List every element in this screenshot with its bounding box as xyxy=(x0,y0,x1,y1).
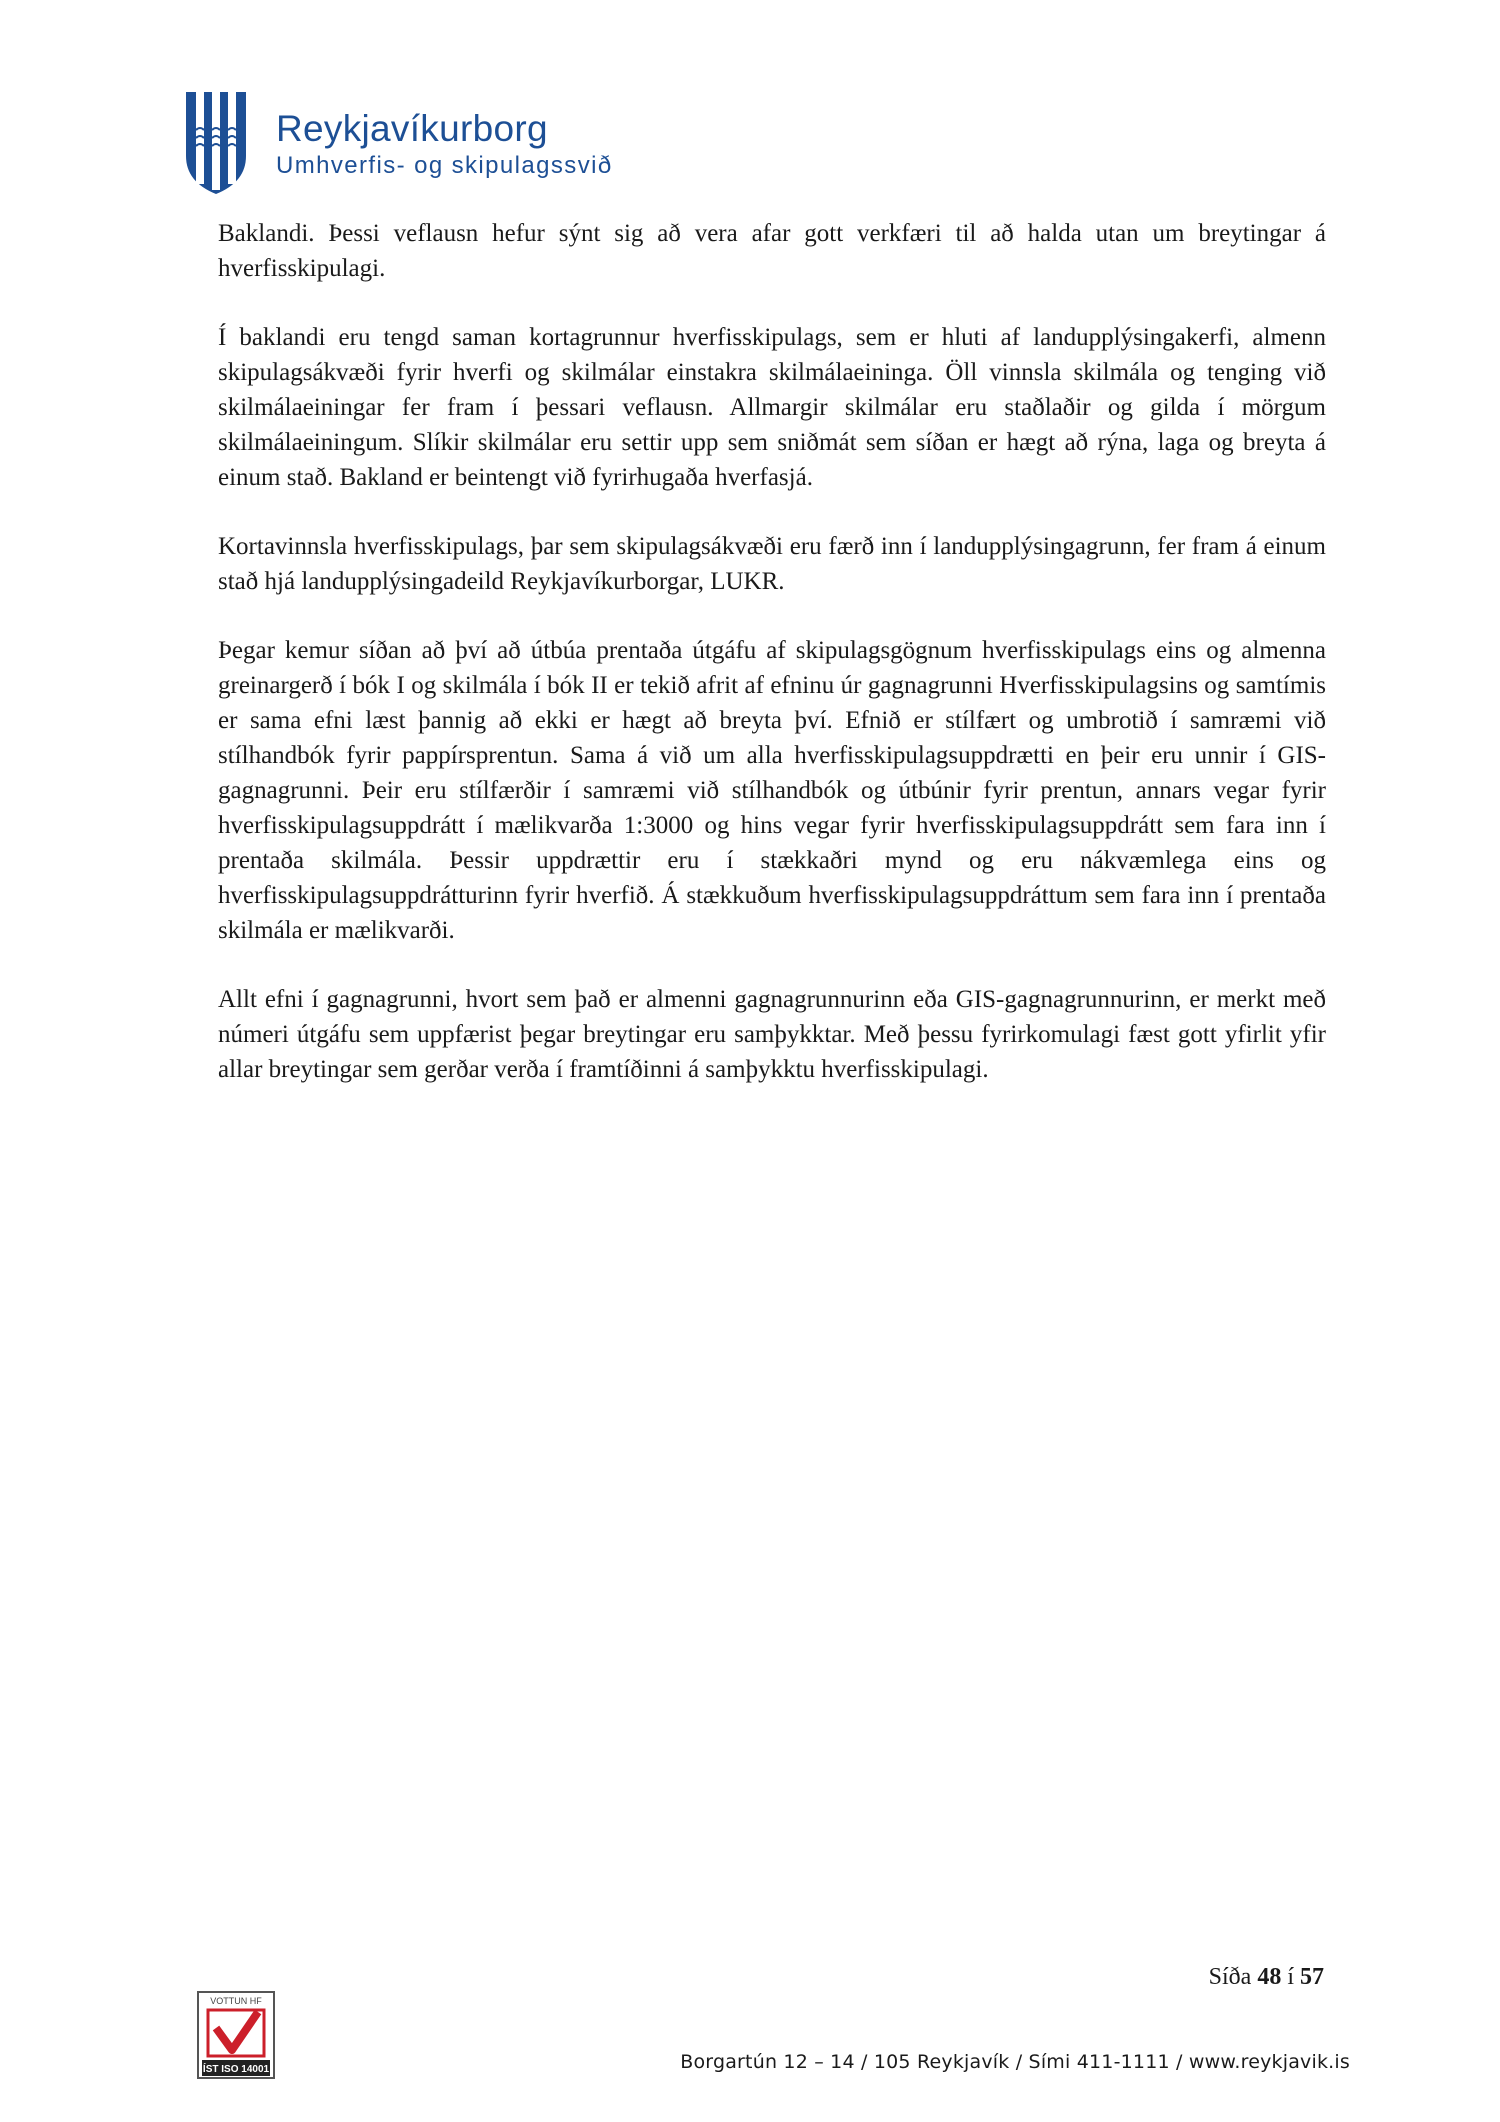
org-name: Reykjavíkurborg xyxy=(276,108,548,149)
reykjavik-crest-icon xyxy=(182,90,250,196)
page-separator: í xyxy=(1287,1964,1294,1990)
page-current: 48 xyxy=(1257,1964,1282,1990)
page-total: 57 xyxy=(1300,1964,1324,1990)
department-name: Umhverfis- og skipulagssvið xyxy=(276,152,613,179)
paragraph: Þegar kemur síðan að því að útbúa prentaða útgáfu af skipulagsgögnum hverfisskipulags eins og almenna greinargerð í bók I og skilmála í bók II er tekið afrit af efninu úr gagnagrunni Hverfisskipulagsins og samtímis er sama efni læst þannig að ekki er hægt að breyta því. Efnið er stílfært og umbrotið í samræmi við stílhandbók fyrir pappírsprentun. Sama á við um alla hverfisskipulagsuppdrætti en þeir eru unnir í GIS-gagnagrunni. Þeir eru stílfærðir í samræmi við stílhandbók og útbúnir fyrir prentun, annars vegar fyrir hverfisskipulagsuppdrátt í mælikvarða 1:3000 og hins vegar fyrir hverfisskipulagsuppdrátt sem fara inn í prentaða skilmála. Þessir uppdrættir eru í stækkaðri mynd og eru nákvæmlega eins og hverfisskipulagsuppdrátturinn fyrir hverfið. Á stækkuðum hverfisskipulagsuppdráttum sem fara inn í prentaða skilmála er mælikvarði. xyxy=(218,637,1326,944)
paragraph: Kortavinnsla hverfisskipulags, þar sem skipulagsákvæði eru færð inn í landupplýsingagrunn, fer fram á einum stað hjá landupplýsingadeild Reykjavíkurborgar, LUKR. xyxy=(218,533,1326,595)
header-logo xyxy=(182,90,613,196)
paragraph: Allt efni í gagnagrunni, hvort sem það er almenni gagnagrunnurinn eða GIS-gagnagrunnurinn, er merkt með númeri útgáfu sem uppfærist þegar breytingar eru samþykktar. Með þessu fyrirkomulagi fæst gott yfirlit yfir allar breytingar sem gerðar verða í framtíðinni á samþykktu hverfisskipulagi. xyxy=(218,986,1326,1083)
paragraph: Í baklandi eru tengd saman kortagrunnur hverfisskipulags, sem er hluti af landupplýsingakerfi, almenn skipulagsákvæði fyrir hverfi og skilmálar einstakra skilmálaeininga. Öll vinnsla skilmála og tenging við skilmálaeiningar fer fram í þessari veflausn. Allmargir skilmálar eru staðlaðir og gilda í mörgum skilmálaeiningum. Slíkir skilmálar eru settir upp sem sniðmát sem síðan er hægt að rýna, laga og breyta á einum stað. Bakland er beintengt við fyrirhugaða hverfasjá. xyxy=(218,324,1326,491)
iso-14001-certification-icon xyxy=(196,1990,276,2080)
svg-text:VOTTUN HF: VOTTUN HF xyxy=(210,1996,262,2006)
footer-address: Borgartún 12 – 14 / 105 Reykjavík / Sími 411-1111 / www.reykjavik.is xyxy=(680,2051,1350,2073)
paragraph: Baklandi. Þessi veflausn hefur sýnt sig að vera afar gott verkfæri til að halda utan um breytingar á hverfisskipulagi. xyxy=(218,220,1326,282)
page-prefix: Síða xyxy=(1208,1964,1252,1990)
org-text xyxy=(276,107,613,181)
page-number xyxy=(1209,1964,1324,1991)
svg-text:ÍST ISO 14001: ÍST ISO 14001 xyxy=(202,2064,270,2075)
document-body xyxy=(218,216,1326,1121)
